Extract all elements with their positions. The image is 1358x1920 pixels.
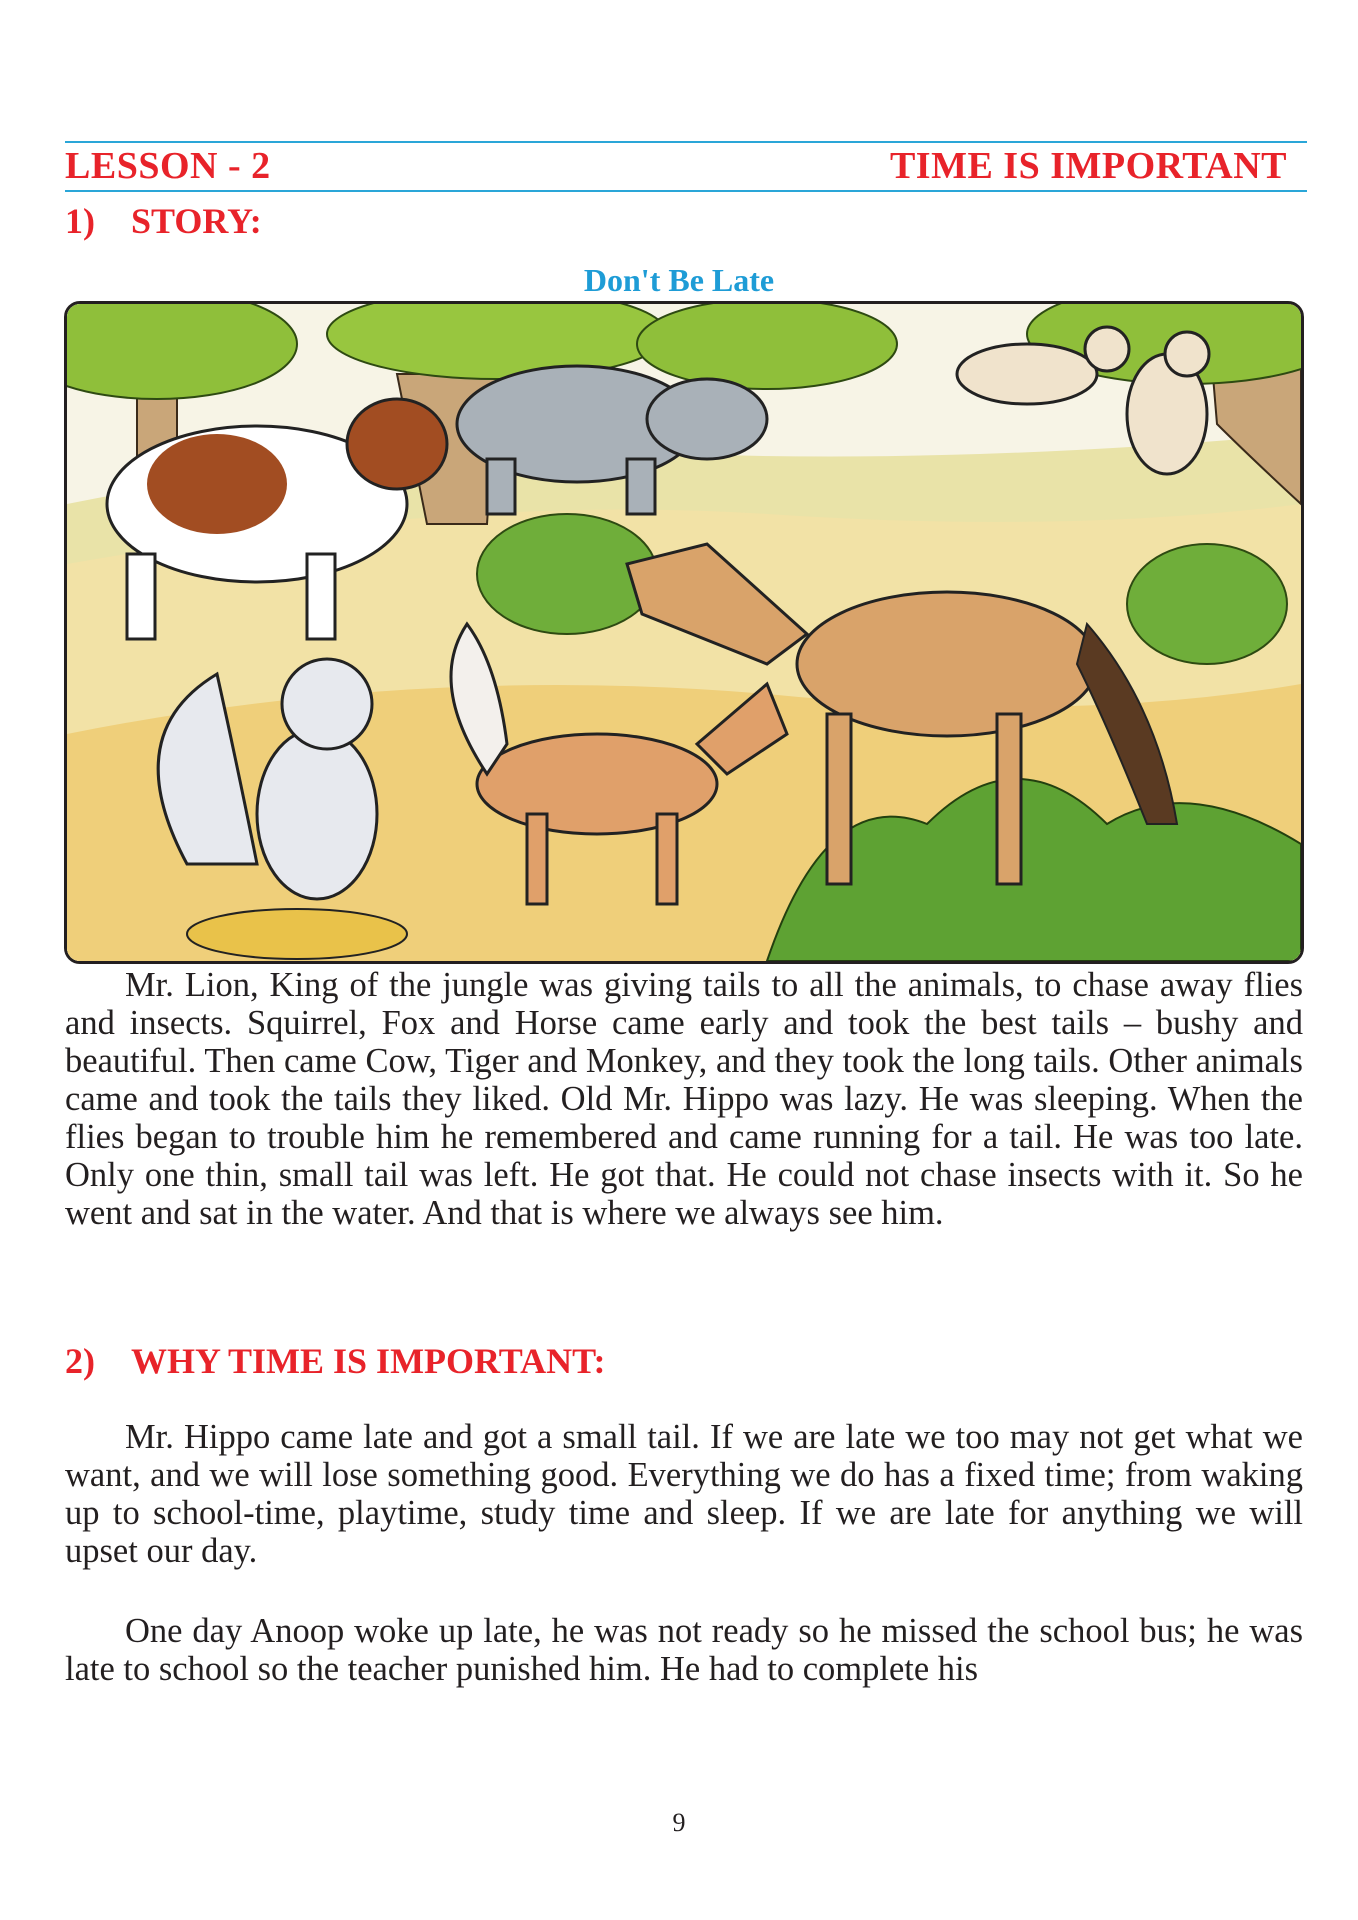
lesson-header bbox=[65, 143, 1307, 189]
story-title: Don't Be Late bbox=[583, 262, 775, 298]
header-rule-bottom bbox=[65, 190, 1307, 192]
lesson-title: TIME IS IMPORTANT bbox=[889, 145, 1287, 187]
why-paragraph-2: One day Anoop woke up late, he was not ready so he missed the school bus; he was late to school so the teacher punished him. He had to complete his bbox=[65, 1612, 1303, 1688]
lesson-label: LESSON - 2 bbox=[65, 145, 271, 187]
why-section-number: 2) bbox=[65, 1341, 95, 1381]
why-section-heading bbox=[65, 1340, 605, 1382]
why-section-label: WHY TIME IS IMPORTANT: bbox=[131, 1341, 606, 1381]
jungle-animals-illustration bbox=[64, 301, 1304, 964]
page-number: 9 bbox=[672, 1808, 686, 1837]
story-section-heading bbox=[65, 200, 262, 242]
story-section-label: STORY: bbox=[131, 201, 262, 241]
story-paragraph: Mr. Lion, King of the jungle was giving tails to all the animals, to chase away flies and insects. Squirrel, Fox and Horse came early and took the best tails – bushy and beautiful. Then came Cow, Tiger and Monkey, and they took the long tails. Other animals came and took the tails they liked. Old Mr. Hippo was lazy. He was sleeping. When the flies began to trouble him he remembered and came running for a tail. He was too late. Only one thin, small tail was left. He got that. He could not chase insects with it. So he went and sat in the water. And that is where we always see him. bbox=[65, 966, 1303, 1232]
why-paragraph-1: Mr. Hippo came late and got a small tail. If we are late we too may not get what we want, and we will lose something good. Everything we do has a fixed time; from waking up to school-time, playtime, study time and sleep. If we are late for anything we will upset our day. bbox=[65, 1418, 1303, 1570]
story-section-number: 1) bbox=[65, 201, 95, 241]
bush-right bbox=[1127, 544, 1287, 664]
jungle-scene bbox=[67, 304, 1301, 961]
